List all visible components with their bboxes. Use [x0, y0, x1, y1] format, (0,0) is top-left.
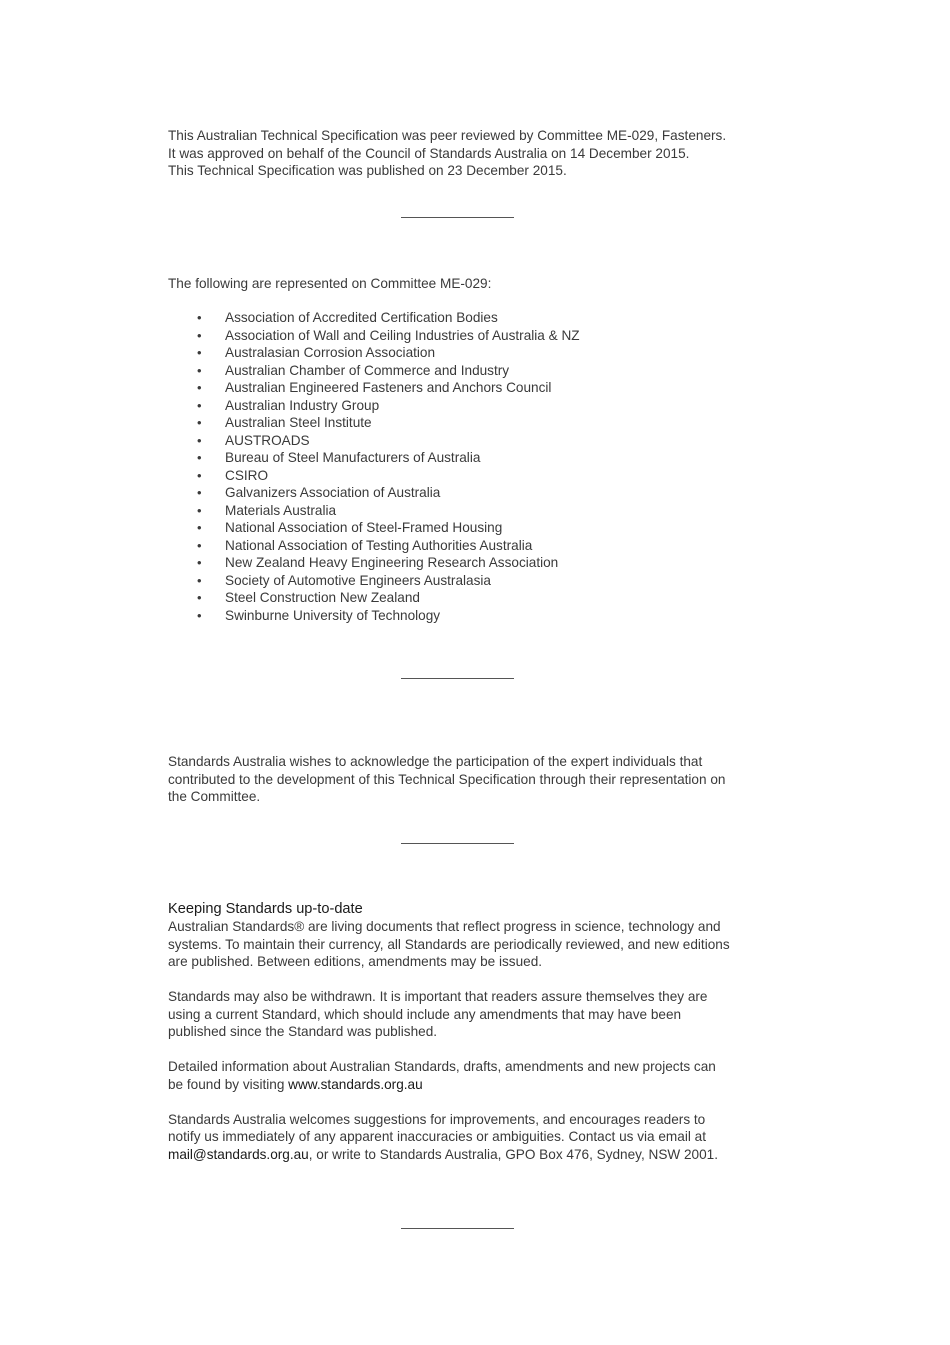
paragraph-line: systems. To maintain their currency, all Standards are periodically reviewed, and new editions: [168, 936, 730, 952]
acknowledgement-line: Standards Australia wishes to acknowledge the participation of the expert individuals that: [168, 754, 703, 769]
bullet-icon: •: [197, 520, 202, 535]
list-item: [168, 519, 768, 537]
list-item: [168, 344, 768, 362]
list-item: [168, 467, 768, 485]
member-name: Swinburne University of Technology: [225, 607, 441, 623]
member-name: National Association of Testing Authorities Australia: [225, 537, 533, 553]
email-link[interactable]: mail@standards.org.au: [168, 1146, 309, 1162]
member-name: Australian Engineered Fasteners and Anchors Council: [225, 380, 552, 395]
paragraph-contact: [168, 1111, 768, 1164]
paragraph-detailed-info: [168, 1058, 768, 1093]
member-name: Materials Australia: [225, 502, 337, 518]
list-item: [168, 554, 768, 572]
section-heading: Keeping Standards up-to-date: [168, 901, 363, 917]
list-item: [168, 309, 768, 327]
paragraph-living-documents: [168, 918, 768, 971]
member-name: Association of Wall and Ceiling Industries of Australia & NZ: [225, 327, 580, 343]
bullet-icon: •: [197, 362, 202, 378]
list-item: [168, 607, 768, 625]
section-divider: [401, 678, 514, 679]
section-divider: [401, 217, 514, 218]
paragraph-withdrawn: [168, 988, 768, 1041]
list-item: [168, 379, 768, 397]
paragraph-line: Australian Standards® are living documents that reflect progress in science, technology and: [168, 919, 721, 934]
member-name: Galvanizers Association of Australia: [225, 485, 441, 500]
member-name: Australasian Corrosion Association: [225, 345, 436, 360]
paragraph-text: , or write to Standards Australia, GPO Box 476, Sydney, NSW 2001.: [308, 1146, 719, 1162]
list-item: [168, 484, 768, 502]
member-name: Society of Automotive Engineers Australasia: [225, 572, 491, 588]
keeping-up-to-date-section: [168, 900, 768, 1181]
bullet-icon: •: [197, 467, 202, 483]
section-divider: [401, 1228, 514, 1229]
paragraph-line: Standards Australia welcomes suggestions for improvements, and encourages readers to: [168, 1111, 706, 1127]
bullet-icon: •: [197, 502, 202, 518]
bullet-icon: •: [197, 572, 202, 588]
paragraph-line: using a current Standard, which should include any amendments that may have been: [168, 1006, 682, 1022]
list-item: [168, 537, 768, 555]
notice-line-approved: It was approved on behalf of the Council of Standards Australia on 14 December 2015.: [168, 145, 690, 161]
member-name: Australian Chamber of Commerce and Industry: [225, 362, 510, 378]
bullet-icon: •: [197, 485, 202, 500]
paragraph-text: be found by visiting: [168, 1076, 289, 1092]
member-name: AUSTROADS: [225, 432, 310, 448]
acknowledgement-section: [168, 753, 768, 806]
notice-line-published: This Technical Specification was published on 23 December 2015.: [168, 163, 567, 178]
member-name: New Zealand Heavy Engineering Research Association: [225, 555, 559, 570]
publication-notice: [168, 127, 768, 180]
section-divider: [401, 843, 514, 844]
acknowledgement-line: the Committee.: [168, 789, 261, 804]
list-item: [168, 589, 768, 607]
bullet-icon: •: [197, 327, 202, 343]
bullet-icon: •: [197, 380, 202, 395]
bullet-icon: •: [197, 310, 202, 325]
committee-members-list: [168, 309, 768, 624]
bullet-icon: •: [197, 450, 202, 465]
acknowledgement-line: contributed to the development of this Technical Specification through their representation on: [168, 771, 726, 787]
paragraph-line: Detailed information about Australian Standards, drafts, amendments and new projects can: [168, 1059, 716, 1074]
list-item: [168, 327, 768, 345]
paragraph-line: published since the Standard was published.: [168, 1024, 438, 1039]
list-item: [168, 449, 768, 467]
bullet-icon: •: [197, 397, 202, 413]
member-name: Association of Accredited Certification Bodies: [225, 310, 498, 325]
bullet-icon: •: [197, 607, 202, 623]
committee-lead: [168, 275, 768, 293]
member-name: National Association of Steel-Framed Housing: [225, 520, 503, 535]
member-name: Bureau of Steel Manufacturers of Australia: [225, 450, 481, 465]
member-name: Australian Industry Group: [225, 397, 380, 413]
list-item: [168, 397, 768, 415]
paragraph-line: notify us immediately of any apparent inaccuracies or ambiguities. Contact us via email at: [168, 1129, 706, 1144]
member-name: CSIRO: [225, 467, 269, 483]
paragraph-line: are published. Between editions, amendments may be issued.: [168, 954, 543, 969]
bullet-icon: •: [197, 590, 202, 605]
list-item: [168, 502, 768, 520]
member-name: Australian Steel Institute: [225, 415, 372, 430]
website-link[interactable]: www.standards.org.au: [288, 1076, 423, 1092]
paragraph-line: [168, 1146, 768, 1164]
member-name: Steel Construction New Zealand: [225, 590, 420, 605]
bullet-icon: •: [197, 432, 202, 448]
bullet-icon: •: [197, 345, 202, 360]
paragraph-line: [168, 1076, 768, 1094]
list-item: [168, 572, 768, 590]
bullet-icon: •: [197, 555, 202, 570]
bullet-icon: •: [197, 537, 202, 553]
list-item: [168, 414, 768, 432]
list-item: [168, 432, 768, 450]
bullet-icon: •: [197, 415, 202, 430]
committee-lead-text: The following are represented on Committee ME-029:: [168, 276, 492, 291]
list-item: [168, 362, 768, 380]
notice-line-reviewed: This Australian Technical Specification was peer reviewed by Committee ME-029, Fasteners.: [168, 128, 727, 143]
paragraph-line: Standards may also be withdrawn. It is important that readers assure themselves they are: [168, 989, 708, 1004]
